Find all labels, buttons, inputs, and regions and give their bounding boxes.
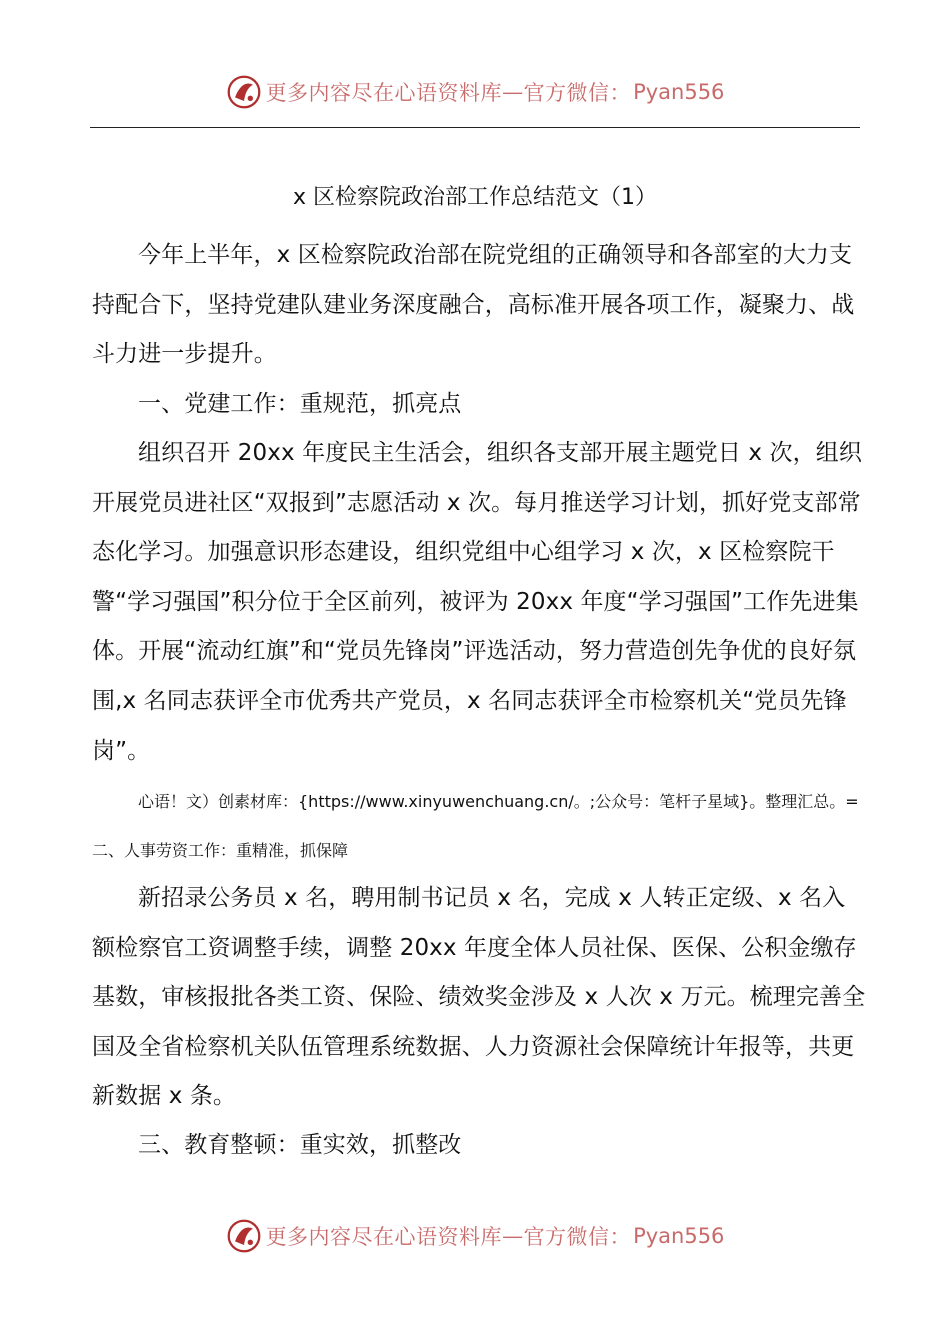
wechat-id: Pyan556	[633, 1224, 725, 1248]
footer-banner	[0, 1216, 950, 1256]
section2-body: 新招录公务员 x 名，聘用制书记员 x 名，完成 x 人转正定级、x 名入额检察官工资调整手续，调整 20xx 年度全体人员社保、医保、公积金缴存基数，审核报批各类工资、保险、绩效奖金涉及 x 人次 x 万元。梳理完善全国及全省检察机关队伍管理系统数据、人力资源社会保障统计年报等，共更新数据 x 条。	[92, 885, 866, 1110]
brand-logo-icon	[226, 74, 262, 110]
header-banner	[0, 72, 950, 112]
promo-text: 更多内容尽在心语资料库	[265, 1225, 503, 1249]
brand-logo-icon	[226, 1218, 262, 1254]
document-title: x 区检察院政治部工作总结范文（1）	[292, 185, 657, 210]
header-divider	[90, 127, 860, 128]
intro-paragraph: 今年上半年，x 区检察院政治部在院党组的正确领导和各部室的大力支持配合下，坚持党建队建业务深度融合，高标准开展各项工作，凝聚力、战斗力进一步提升。	[92, 242, 855, 368]
source-note: 心语！文）创素材库：{https://www.xinyuwenchuang.cn/。;公众号：笔杆子星域}。整理汇总。=二、人事劳资工作：重精准，抓保障	[92, 792, 859, 860]
wechat-id: Pyan556	[633, 80, 725, 104]
section1-heading: 一、党建工作：重规范，抓亮点	[138, 391, 462, 417]
wechat-label: 官方微信：	[523, 1225, 632, 1249]
promo-dash: —	[502, 80, 524, 104]
section1-body: 组织召开 20xx 年度民主生活会，组织各支部开展主题党日 x 次，组织开展党员进社区“双报到”志愿活动 x 次。每月推送学习计划，抓好党支部常态化学习。加强意识形态建设，组织党组中心组学习 x 次，x 区检察院干警“学习强国”积分位于全区前列，被评为 20xx 年度“学习强国”工作先进集体。开展“流动红旗”和“党员先锋岗”评选活动，努力营造创先争优的良好氛围,x 名同志获评全市优秀共产党员，x 名同志获评全市检察机关“党员先锋岗”。	[92, 440, 862, 764]
wechat-label: 官方微信：	[523, 81, 632, 105]
promo-dash: —	[502, 1224, 524, 1248]
promo-text: 更多内容尽在心语资料库	[265, 81, 503, 105]
section3-heading: 三、教育整顿：重实效，抓整改	[138, 1132, 462, 1158]
